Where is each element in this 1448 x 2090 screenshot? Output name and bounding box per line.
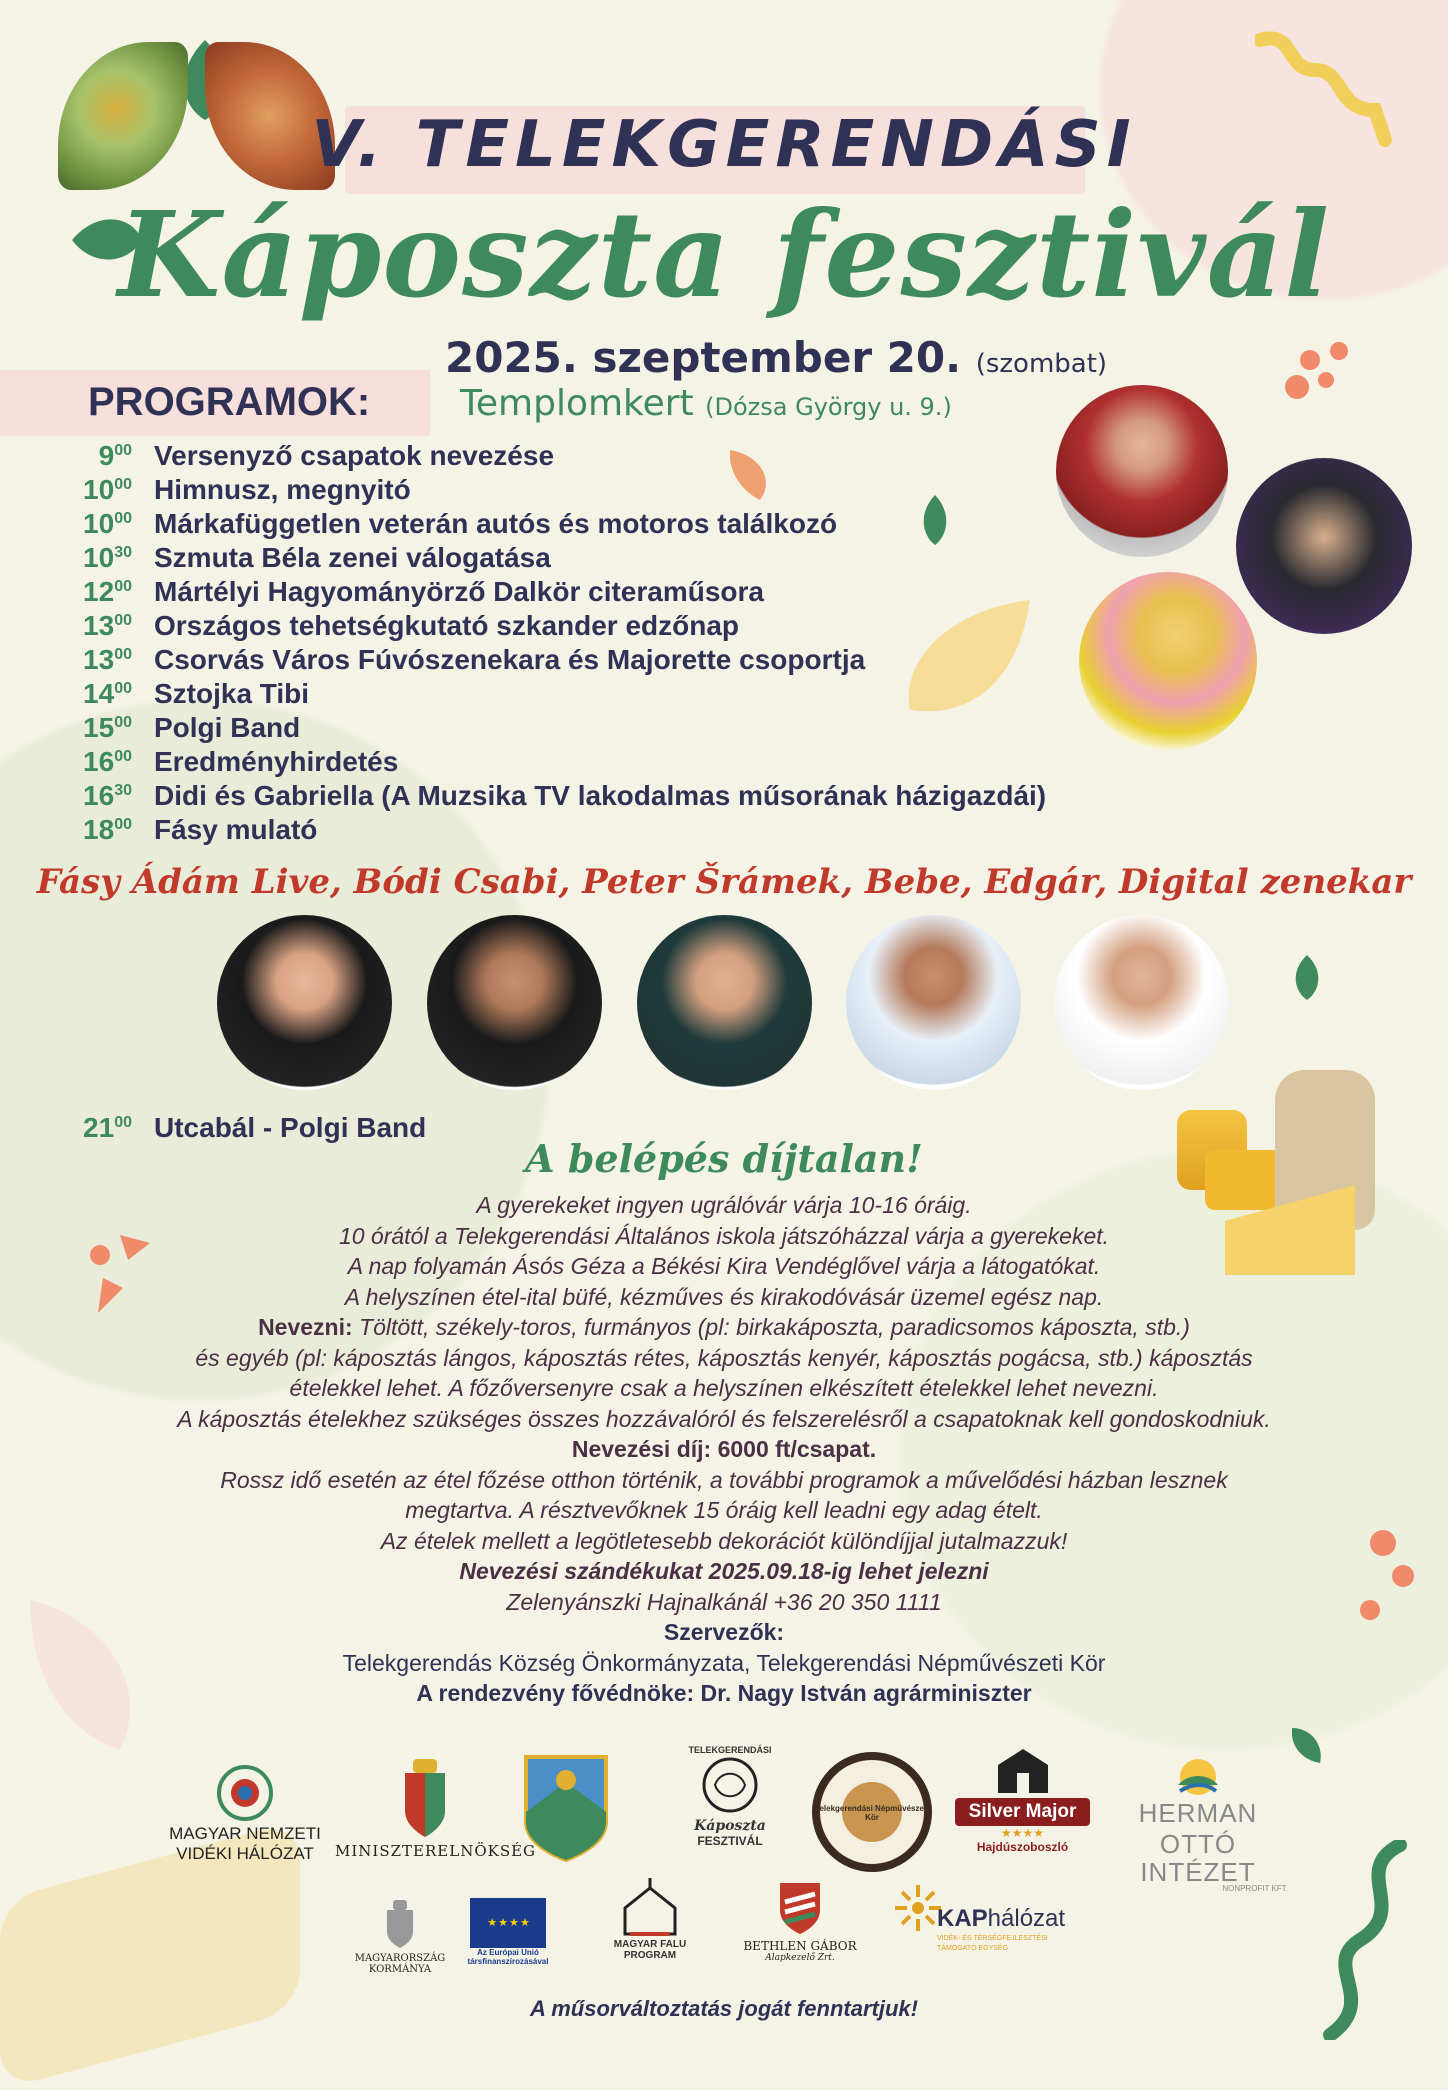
organizers-label: Szervezők: [663,1619,785,1645]
schedule-row [40,440,1140,474]
free-entry-heading: A belépés díjtalan! [525,1136,923,1181]
entry-fee: Nevezési díj: 6000 ft/csapat. [571,1436,877,1462]
schedule-row [40,576,1140,610]
schedule-event: Fásy mulató [154,814,318,845]
landscape-icon [1168,1755,1228,1795]
schedule-row [40,712,1140,746]
info-line [60,1312,1388,1343]
schedule-time: $12^{00}$ [83,576,132,607]
info-line: A helyszínen étel-ital büfé, kézműves és kirakodóvásár üzemel egész nap. [344,1283,1104,1310]
schedule-time: $16^{30}$ [83,780,132,811]
schedule-event: Csorvás Város Fúvószenekara és Majorette csoportja [154,644,866,675]
schedule-time: $10^{30}$ [83,542,132,573]
municipal-crest-logo [518,1752,613,1865]
event-date-main: 2025. szeptember 20. [445,333,962,382]
sun-star-icon [895,1885,941,1931]
leaf-icon [1292,1728,1322,1763]
dot-decoration [1392,1565,1414,1587]
performer-photo [1054,915,1229,1090]
kaposzta-fesztival-logo: TELEKGERENDÁSI Káposzta FESZTIVÁL [688,1745,772,1848]
miniszterelnokseg-logo: MINISZTERELNÖKSÉG [335,1755,515,1860]
schedule-event: Mártélyi Hagyományörző Dalkör citeraműsora [154,576,764,607]
info-line: A gyerekeket ingyen ugrálóvár várja 10-16 óráig. [476,1192,972,1218]
patron-line: A rendezvény fővédnöke: Dr. Nagy István agrárminiszter [416,1680,1032,1706]
band-photo [1236,458,1412,634]
event-venue [460,383,952,424]
event-info-text [60,1190,1388,1709]
herman-otto-intezet-logo: HERMAN OTTÓ INTÉZET NONPROFIT KFT. [1108,1755,1288,1893]
schedule-time: $10^{00}$ [83,508,132,539]
schedule-event: Sztojka Tibi [154,678,310,709]
schedule-time: $15^{00}$ [83,712,132,743]
venue-name: Templomkert [460,383,694,424]
schedule-time: $21^{00}$ [83,1112,132,1143]
performers-list: Fásy Ádám Live, Bódi Csabi, Peter Šrámek, Bebe, Edgár, Digital zenekar [36,862,1412,902]
eu-flag-icon: ★ ★ ★ ★ [470,1898,546,1948]
schedule-time: $13^{00}$ [83,610,132,641]
rating-stars: ★★★★ [1000,1826,1045,1840]
schedule-time: $10^{00}$ [83,474,132,505]
info-line: ételekkel lehet. A főzőversenyre csak a helyszínen elkészített ételekkel lehet nevezni. [289,1375,1159,1401]
venue-address: (Dózsa György u. 9.) [705,393,952,421]
bethlen-gabor-alapkezelo-logo: BETHLEN GÁBOR Alapkezelő Zrt. [735,1880,865,1963]
festival-title: Káposzta fesztivál [117,185,1331,324]
coat-of-arms-icon [397,1755,453,1839]
dot-decoration [1285,375,1309,399]
schedule-event: Országos tehetségkutató szkander edzőnap [154,610,740,641]
duo-photo [1079,572,1257,750]
event-day: (szombat) [975,349,1108,379]
mnvh-emblem-icon [217,1765,273,1821]
dot-decoration [1300,350,1320,370]
schedule-event: Eredményhirdetés [154,746,399,777]
schedule-row [40,542,1140,576]
schedule-time: $18^{00}$ [83,814,132,845]
coat-of-arms-icon [384,1898,416,1950]
schedule-event: Didi és Gabriella (A Muzsika TV lakodalmas műsorának házigazdái) [154,780,1047,811]
schedule-row [40,644,1140,678]
schedule-row [40,474,1140,508]
schedule-time: $9^{00}$ [98,440,132,471]
schedule-event: Versenyző csapatok nevezése [154,440,555,471]
eu-logo: ★ ★ ★ ★ Az Európai Unió társfinanszírozásával [465,1898,551,1966]
schedule-event: Márkafüggetlen veterán autós és motoros találkozó [154,508,838,539]
contact-info: Zelenyánszki Hajnalkánál +36 20 350 1111 [506,1588,942,1615]
info-line: A káposztás ételekhez szükséges összes hozzávalóról és felszerelésről a csapatoknak kell gondoskodniuk. [177,1405,1271,1432]
info-line: Rossz idő esetén az étel főzése otthon történik, a további programok a művelődési házban lesznek [220,1466,1228,1493]
registration-deadline: Nevezési szándékukat 2025.09.18-ig lehet jelezni [459,1558,989,1584]
performer-photo [217,915,392,1090]
event-date [445,333,1107,382]
info-line: 10 órától a Telekgerendási Általános iskola játszóházzal várja a gyerekeket. [338,1222,1110,1249]
program-schedule [40,440,1140,848]
schedule-time: $16^{00}$ [83,746,132,777]
kap-brand-suffix: hálózat [987,1905,1066,1932]
schedule-row [40,678,1140,712]
performer-photo [427,915,602,1090]
cabbage-icon [695,1755,765,1815]
schedule-row [40,814,1140,848]
info-line: megtartva. A résztvevőknek 15 óráig kell leadni egy adag ételt. [405,1497,1043,1523]
info-line: Az ételek mellett a legötletesebb dekorációt különdíjjal jutalmazzuk! [380,1527,1068,1554]
silver-major-logo: Silver Major ★★★★ Hajdúszoboszló [955,1745,1090,1854]
schedule-event: Polgi Band [154,712,301,743]
schedule-row [40,746,1140,780]
magyar-falu-program-logo: MAGYAR FALU PROGRAM [600,1878,700,1961]
nepmuveszeti-kor-logo: Telekgerendási Népművészeti Kör [812,1752,932,1872]
crest-icon [521,1752,611,1862]
mnvh-logo: MAGYAR NEMZETI VIDÉKI HÁLÓZAT [160,1765,330,1864]
shield-icon [777,1880,823,1936]
programs-heading: PROGRAMOK: [88,380,371,424]
schedule-row [40,508,1140,542]
village-church-icon [615,1878,685,1936]
footer-disclaimer: A műsorváltoztatás jogát fenntartjuk! [530,1996,918,2021]
info-line: A nap folyamán Ásós Géza a Békési Kira Vendéglővel várja a látogatókat. [347,1253,1101,1279]
schedule-event: Utcabál - Polgi Band [154,1112,427,1143]
nevezni-label: Nevezni: [258,1314,353,1340]
event-edition-title: V. TELEKGERENDÁSI [311,108,1137,182]
magyarorszag-kormanya-logo: MAGYARORSZÁG KORMÁNYA [345,1898,455,1975]
schedule-row [40,780,1140,814]
schedule-row [40,610,1140,644]
schedule-time: $13^{00}$ [83,644,132,675]
kap-brand: KAP [937,1905,988,1932]
dot-decoration [1318,372,1334,388]
info-line: és egyéb (pl: káposztás lángos, káposztás rétes, káposztás kenyér, káposztás pogácsa, stb.) káposztás [195,1344,1253,1371]
organizers-names: Telekgerendás Község Önkormányzata, Telekgerendási Népművészeti Kör [342,1649,1106,1676]
schedule-event: Himnusz, megnyitó [154,474,411,505]
performer-photo [1056,385,1228,557]
schedule-event: Szmuta Béla zenei válogatása [154,542,551,573]
schedule-time: $14^{00}$ [83,678,132,709]
building-icon [993,1745,1053,1795]
nevezni-text: Töltött, székely-toros, furmányos (pl: birkakáposzta, paradicsomos káposzta, stb.) [359,1314,1190,1340]
leaf-icon [1292,955,1322,1000]
performer-photo [637,915,812,1090]
dot-decoration [1330,342,1348,360]
performer-photo [846,915,1021,1090]
